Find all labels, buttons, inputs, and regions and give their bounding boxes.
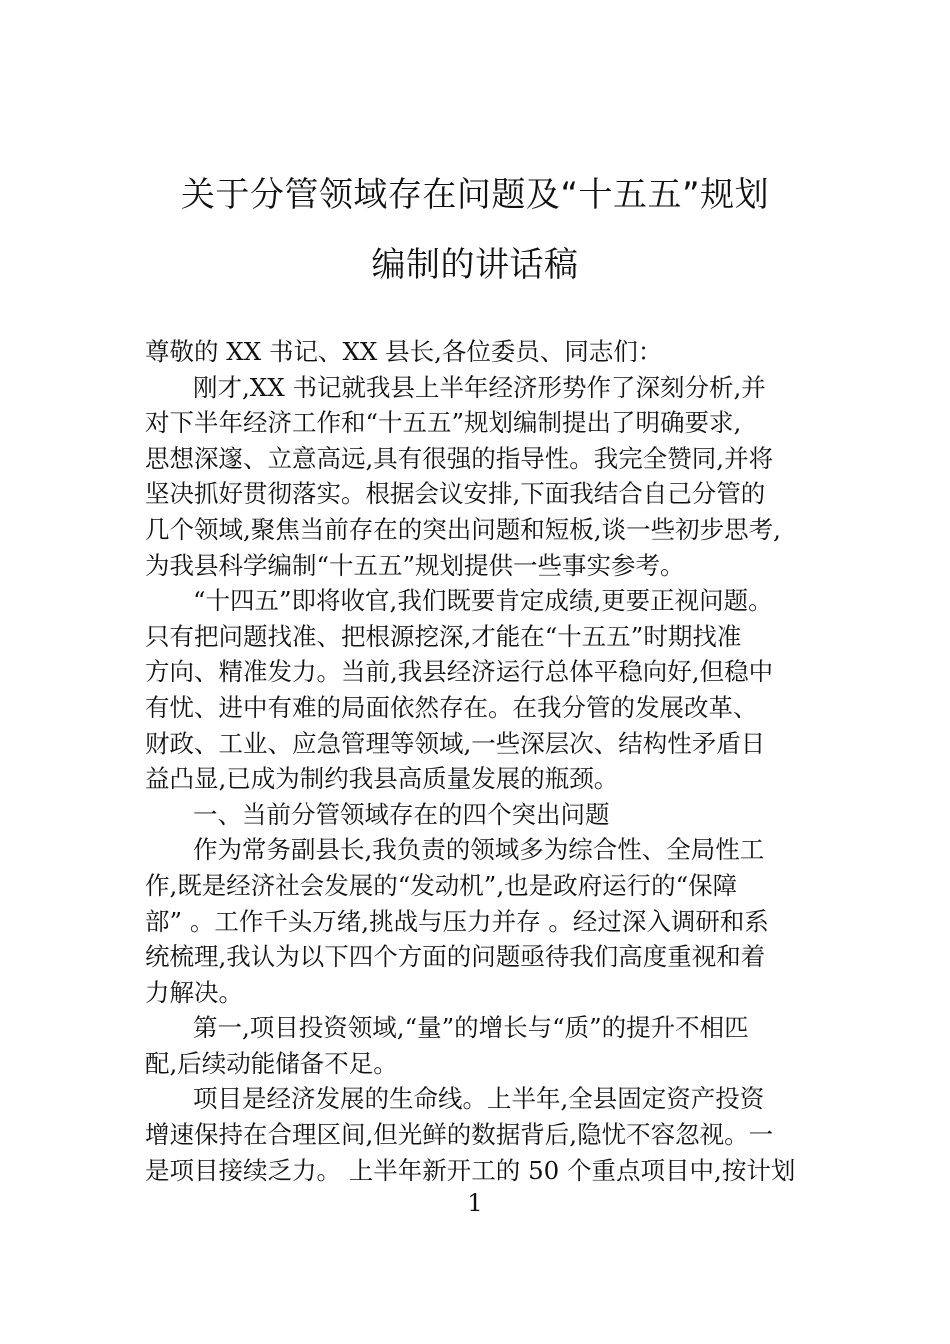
body-line: 作为常务副县长,我负责的领域多为综合性、全局性工 — [193, 835, 765, 865]
body-line: 配,后续动能储备不足。 — [145, 1048, 398, 1078]
document-title-line-2: 编制的讲话稿 — [371, 245, 579, 285]
body-line: 力解决。 — [145, 977, 243, 1007]
document-title-line-1: 关于分管领域存在问题及“十五五”规划 — [180, 175, 770, 215]
body-line: 坚决抓好贯彻落实。根据会议安排,下面我结合自己分管的 — [145, 479, 766, 509]
body-line: 项目是经济发展的生命线。上半年,全县固定资产投资 — [193, 1084, 765, 1114]
body-line: 部” 。工作千头万绪,挑战与压力并存 。经过深入调研和系 — [145, 906, 769, 936]
salutation: 尊敬的 XX 书记、XX 县长,各位委员、同志们： — [145, 337, 663, 366]
body-line: 对下半年经济工作和“十五五”规划编制提出了明确要求, — [145, 408, 742, 438]
body-line: 增速保持在合理区间,但光鲜的数据背后,隐忧不容忽视。一 — [145, 1120, 774, 1150]
page-number: 1 — [467, 1189, 483, 1217]
body-line: 几个领域,聚焦当前存在的突出问题和短板,谈一些初步思考, — [145, 514, 781, 544]
section-heading: 一、当前分管领域存在的四个突出问题 — [193, 799, 610, 829]
body-line: 有忧、进中有难的局面依然存在。在我分管的发展改革、 — [145, 692, 758, 722]
body-line: 财政、工业、应急管理等领域,一些深层次、结构性矛盾日 — [145, 728, 766, 758]
body-line: 益凸显,已成为制约我县高质量发展的瓶颈。 — [145, 764, 619, 794]
document-body — [145, 334, 810, 1188]
body-line: 思想深邃、立意高远,具有很强的指导性。我完全赞同,并将 — [145, 443, 774, 473]
body-line: 刚才,XX 书记就我县上半年经济形势作了深刻分析,并 — [193, 372, 766, 402]
body-line: 方向、精准发力。当前,我县经济运行总体平稳向好,但稳中 — [145, 657, 774, 687]
subsection-heading: 第一,项目投资领域,“量”的增长与“质”的提升不相匹 — [193, 1013, 749, 1043]
body-line: 只有把问题找准、把根源挖深,才能在“十五五”时期找准 — [145, 621, 742, 651]
body-line: 为我县科学编制“十五五”规划提供一些事实参考。 — [145, 550, 685, 580]
body-line: “十四五”即将收官,我们既要肯定成绩,更要正视问题。 — [193, 586, 773, 616]
body-line: 是项目接续乏力。 上半年新开工的 50 个重点项目中,按计划 — [145, 1155, 796, 1185]
body-line: 统梳理,我认为以下四个方面的问题亟待我们高度重视和着 — [145, 942, 766, 972]
body-line: 作,既是经济社会发展的“发动机”,也是政府运行的“保障 — [145, 870, 738, 900]
